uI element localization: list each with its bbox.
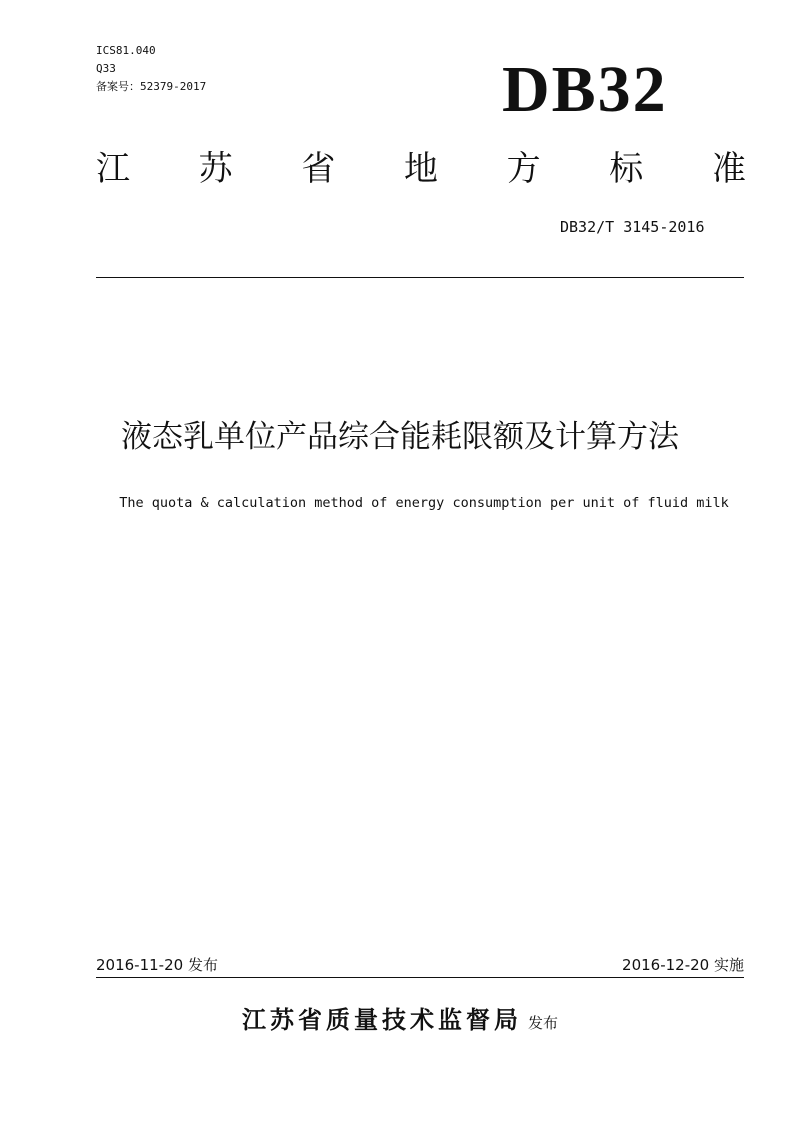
- authority-char: 省: [301, 149, 336, 189]
- publisher-action: 发布: [527, 1014, 558, 1032]
- ccs-code: Q33: [96, 62, 116, 75]
- authority-char: 标: [609, 149, 644, 189]
- issue-date: 2016-11-20 发布: [96, 956, 218, 974]
- authority-char: 苏: [198, 149, 233, 189]
- authority-char: 准: [711, 149, 746, 189]
- header-divider: [96, 277, 744, 278]
- authority-char: 地: [403, 149, 438, 189]
- document-title-en: The quota & calculation method of energy consumption per unit of fluid milk: [119, 495, 729, 511]
- document-title-zh: 液态乳单位产品综合能耗限额及计算方法: [121, 419, 679, 455]
- authority-char: 江: [96, 149, 130, 189]
- implementation-date: 2016-12-20 实施: [622, 956, 744, 974]
- ics-code: ICS81.040: [96, 44, 156, 57]
- authority-title: [96, 146, 746, 192]
- classification-block: [96, 42, 206, 96]
- db-logo: DB32: [502, 53, 668, 126]
- record-number: 备案号：52379-2017: [96, 80, 207, 93]
- footer-divider: [96, 977, 744, 978]
- publisher-line: [0, 1000, 800, 1035]
- standard-code: DB32/T 3145-2016: [560, 218, 705, 236]
- authority-char: 方: [506, 149, 541, 189]
- publisher-name: 江苏省质量技术监督局: [241, 1006, 522, 1034]
